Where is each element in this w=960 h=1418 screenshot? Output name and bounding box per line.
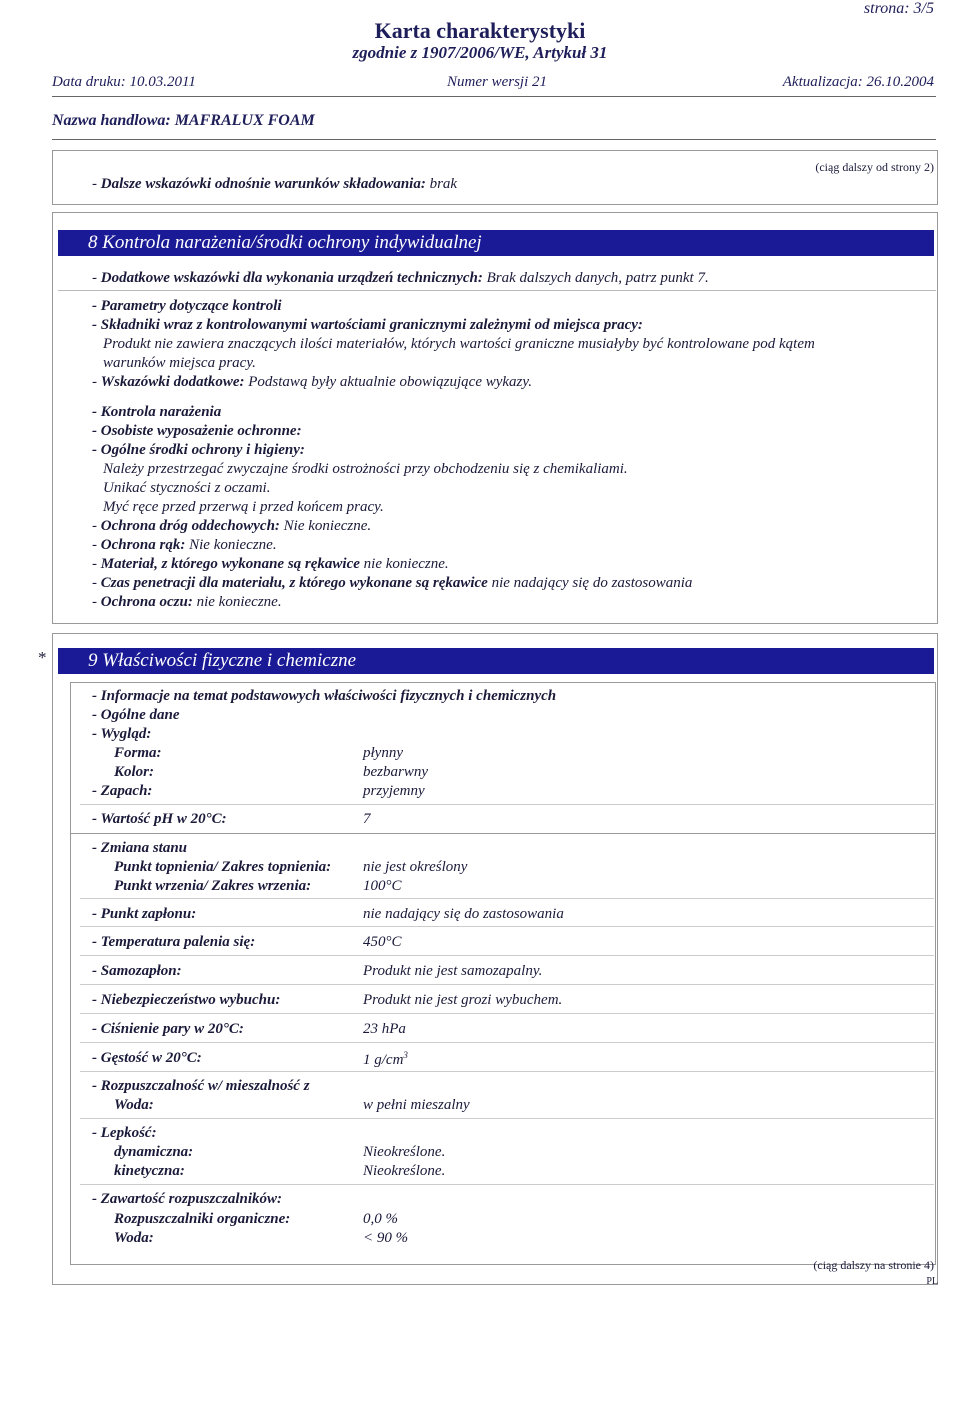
boiling-value: 100°C [363,878,402,894]
penetration-value: nie nadający się do zastosowania [491,575,693,591]
explosion-danger-label: Niebezpieczeństwo wybuchu: [100,992,281,1008]
section-8-title: 8 Kontrola narażenia/środki ochrony indywidualnej [58,230,934,256]
melting-label: Punkt topnienia/ Zakres topnienia: [114,859,332,875]
extra-notes-value: Podstawą były aktualnie obowiązujące wykazy. [248,374,532,390]
section-9-title: 9 Właściwości fizyczne i chemiczne [58,648,934,674]
vapor-pressure-value: 23 hPa [363,1021,406,1037]
self-ignition-value: Produkt nie jest samozapalny. [363,963,543,979]
eye-label: Ochrona oczu: [100,594,193,610]
viscosity: - Lepkość: [92,1125,157,1141]
divider [80,984,934,985]
document-title: Karta charakterystyki [374,18,586,43]
divider [58,290,936,291]
general-data-label: Ogólne dane [100,707,180,723]
exposure-control-label: Kontrola narażenia [100,404,222,420]
components-text-1: Produkt nie zawiera znaczących ilości materiałów, których wartości graniczne musiałyby być kontrolowane pod kątem [103,336,815,352]
odor-value: przyjemny [363,783,425,799]
divider [80,1118,934,1119]
ignition-temp-value: 450°C [363,934,402,950]
hygiene-text-2: Unikać styczności z oczami. [103,480,271,496]
ppe-label: Osobiste wyposażenie ochronne: [100,423,302,439]
ph-label: Wartość pH w 20°C: [100,811,227,827]
state-change-label: Zmiana stanu [100,840,188,856]
water-content-label: Woda: [114,1230,154,1246]
density-label: Gęstość w 20°C: [100,1050,202,1066]
hygiene-heading: - Ogólne środki ochrony i higieny: [92,442,305,458]
hygiene-label: Ogólne środki ochrony i higieny: [100,442,305,458]
density: - Gęstość w 20°C: [92,1050,202,1066]
language-code: PL [926,1276,938,1287]
odor: - Zapach: [92,783,153,799]
storage-label: Dalsze wskazówki odnośnie warunków składowania: [100,176,426,192]
color-label: Kolor: [114,764,155,780]
viscosity-label: Lepkość: [100,1125,157,1141]
solvent-content-label: Zawartość rozpuszczalników: [100,1191,283,1207]
ignition-temp-label: Temperatura palenia się: [100,934,256,950]
color-value: bezbarwny [363,764,428,780]
glove-material-value: nie konieczne. [363,556,449,572]
components-label: Składniki wraz z kontrolowanymi wartościami granicznymi zależnymi od miejsca pracy: [100,317,643,333]
divider [80,1013,934,1014]
ph-value: 7 [363,811,371,827]
print-date: Data druku: 10.03.2011 [52,74,196,90]
version-number: Numer wersji 21 [447,74,548,90]
penetration-label: Czas penetracji dla materiału, z którego wykonane są rękawice [100,575,488,591]
glove-material-label: Materiał, z którego wykonane są rękawice [100,556,360,572]
trade-name: Nazwa handlowa: MAFRALUX FOAM [52,112,315,129]
general-data: - Ogólne dane [92,707,180,723]
ppe-heading: - Osobiste wyposażenie ochronne: [92,423,302,439]
divider [80,955,934,956]
extra-notes-line: - Wskazówki dodatkowe: Podstawą były aktualnie obowiązujące wykazy. [92,374,532,390]
exposure-control: - Kontrola narażenia [92,404,222,420]
explosion-danger: - Niebezpieczeństwo wybuchu: [92,992,281,1008]
continued-to: (ciąg dalszy na stronie 4) [813,1258,934,1272]
boiling-label: Punkt wrzenia/ Zakres wrzenia: [114,878,312,894]
divider [80,1184,934,1185]
solvent-content: - Zawartość rozpuszczalników: [92,1191,283,1207]
solubility-label: Rozpuszczalność w/ mieszalność z [100,1078,310,1094]
page-number: strona: 3/5 [863,0,934,17]
vapor-pressure: - Ciśnienie pary w 20°C: [92,1021,244,1037]
appearance: - Wygląd: [92,726,152,742]
dynamic-label: dynamiczna: [114,1144,194,1160]
glove-material-line: - Materiał, z którego wykonane są rękawice nie konieczne. [92,556,449,572]
vapor-pressure-label: Ciśnienie pary w 20°C: [100,1021,244,1037]
basic-info-label: Informacje na temat podstawowych właściwości fizycznych i chemicznych [100,688,557,704]
hand-line: - Ochrona rąk: Nie konieczne. [92,537,277,553]
hygiene-text-1: Należy przestrzegać zwyczajne środki ostrożności przy obchodzeniu się z chemikaliami. [103,461,628,477]
hand-value: Nie konieczne. [189,537,277,553]
dynamic-value: Nieokreślone. [363,1144,446,1160]
solubility: - Rozpuszczalność w/ mieszalność z [92,1078,310,1094]
self-ignition-label: Samozapłon: [100,963,182,979]
form-value: płynny [363,745,403,761]
density-exponent: 3 [403,1050,408,1060]
penetration-line: - Czas penetracji dla materiału, z którego wykonane są rękawice nie nadający się do zastosowania [92,575,693,591]
document-subtitle: zgodnie z 1907/2006/WE, Artykuł 31 [352,43,608,62]
divider [80,1042,934,1043]
continued-from: (ciąg dalszy od strony 2) [815,160,934,174]
self-ignition: - Samozapłon: [92,963,182,979]
hand-label: Ochrona rąk: [100,537,186,553]
tech-measures-label: Dodatkowe wskazówki dla wykonania urządzeń technicznych: [100,270,483,286]
appearance-label: Wygląd: [100,726,152,742]
respiratory-value: Nie konieczne. [283,518,372,534]
water-value: w pełni mieszalny [363,1097,470,1113]
water-label: Woda: [114,1097,154,1113]
melting-value: nie jest określony [363,859,468,875]
tech-measures-line: - Dodatkowe wskazówki dla wykonania urządzeń technicznych: Brak dalszych danych, patrz punkt 7. [92,270,709,286]
ignition-temp: - Temperatura palenia się: [92,934,256,950]
control-params: - Parametry dotyczące kontroli [92,298,282,314]
header-divider [52,96,936,97]
respiratory-line: - Ochrona dróg oddechowych: Nie konieczne. [92,518,372,534]
extra-notes-label: Wskazówki dodatkowe: [100,374,245,390]
organic-solvents-label: Rozpuszczalniki organiczne: [114,1211,291,1227]
odor-label: Zapach: [100,783,153,799]
respiratory-label: Ochrona dróg oddechowych: [100,518,280,534]
state-change: - Zmiana stanu [92,840,188,856]
eye-line: - Ochrona oczu: nie konieczne. [92,594,282,610]
divider [80,898,934,899]
ph: - Wartość pH w 20°C: [92,811,227,827]
tech-measures-value: Brak dalszych danych, patrz punkt 7. [486,270,709,286]
form-label: Forma: [114,745,162,761]
basic-info: - Informacje na temat podstawowych właściwości fizycznych i chemicznych [92,688,557,704]
revision-marker: * [38,648,47,667]
components-heading: - Składniki wraz z kontrolowanymi wartościami granicznymi zależnymi od miejsca pracy: [92,317,643,333]
kinematic-label: kinetyczna: [114,1163,185,1179]
flash-point-value: nie nadający się do zastosowania [363,906,564,922]
header-divider-2 [52,139,936,140]
divider [80,804,934,805]
divider [80,1071,934,1072]
flash-point-label: Punkt zapłonu: [100,906,197,922]
density-number: 1 g/cm [363,1052,404,1068]
water-content-value: < 90 % [363,1230,409,1246]
divider [80,926,934,927]
components-text-2: warunków miejsca pracy. [103,355,256,371]
organic-solvents-value: 0,0 % [363,1211,398,1227]
control-params-label: Parametry dotyczące kontroli [100,298,282,314]
storage-line: - Dalsze wskazówki odnośnie warunków składowania: brak [92,176,458,192]
hygiene-text-3: Myć ręce przed przerwą i przed końcem pracy. [103,499,384,515]
explosion-danger-value: Produkt nie jest grozi wybuchem. [363,992,563,1008]
flash-point: - Punkt zapłonu: [92,906,197,922]
density-value [363,1050,408,1069]
eye-value: nie konieczne. [196,594,282,610]
kinematic-value: Nieokreślone. [363,1163,446,1179]
update-date: Aktualizacja: 26.10.2004 [782,74,934,90]
storage-value: brak [429,176,458,192]
